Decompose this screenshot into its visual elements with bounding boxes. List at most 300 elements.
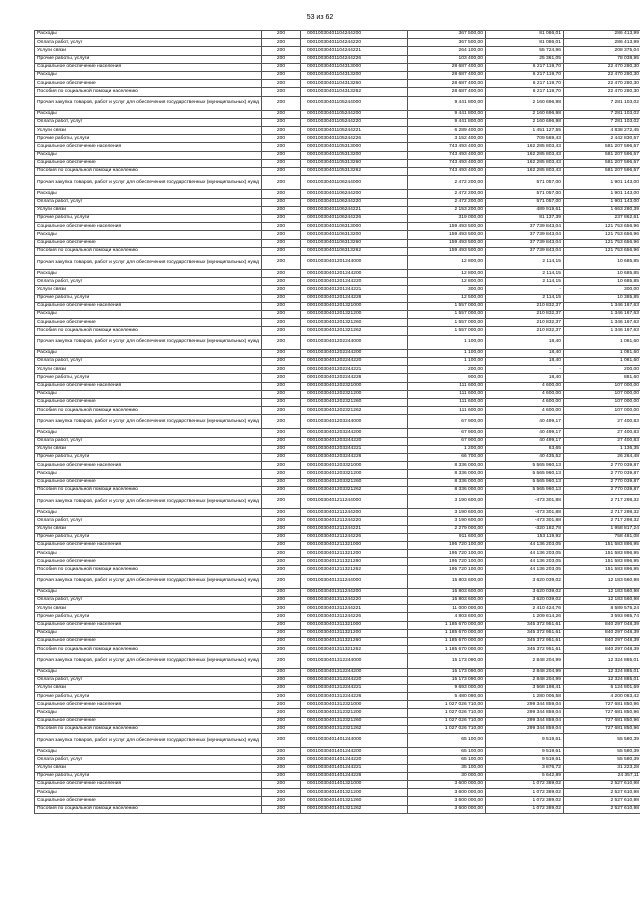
row-unexecuted-amount: 2 770 039,87 (564, 486, 640, 494)
row-approved-amount: 9 441 800,00 (408, 110, 486, 118)
row-line-code: 200 (262, 327, 301, 335)
row-name: Прочие работы, услуги (35, 55, 262, 63)
row-name: Услуги связи (35, 206, 262, 214)
table-row (35, 398, 640, 406)
row-line-code: 200 (262, 780, 301, 788)
table-row (35, 597, 640, 605)
row-approved-amount: 111 600,00 (408, 390, 486, 398)
row-line-code: 200 (262, 588, 301, 596)
row-name: Прочая закупка товаров, работ и услуг для обеспечения государственных (муниципальных) нужд (35, 255, 262, 269)
row-budget-code: 00010030401311244200 (301, 588, 408, 596)
row-approved-amount: 111 600,00 (408, 407, 486, 415)
row-approved-amount: 1 027 026 710,00 (408, 725, 486, 733)
row-executed-amount: 162 285 803,43 (486, 151, 564, 159)
row-approved-amount: 1 100,00 (408, 349, 486, 357)
row-executed-amount: 37 739 843,04 (486, 231, 564, 239)
row-unexecuted-amount: 581 207 596,57 (564, 159, 640, 167)
table-row (35, 517, 640, 525)
row-executed-amount: 81 086,01 (486, 31, 564, 39)
row-budget-code: 00010030401312321000 (301, 701, 408, 709)
row-name: Услуги связи (35, 684, 262, 692)
row-executed-amount: 4 600,00 (486, 390, 564, 398)
table-row (35, 239, 640, 247)
row-executed-amount: 1 072 389,02 (486, 780, 564, 788)
row-name: Социальное обеспечение населения (35, 462, 262, 470)
row-line-code: 200 (262, 701, 301, 709)
row-name: Социальное обеспечение населения (35, 63, 262, 71)
row-executed-amount: 81 086,01 (486, 39, 564, 47)
row-line-code: 200 (262, 357, 301, 365)
row-unexecuted-amount: 727 681 850,96 (564, 725, 640, 733)
table-row (35, 693, 640, 701)
row-line-code: 200 (262, 797, 301, 805)
row-approved-amount: 65 100,00 (408, 748, 486, 756)
row-line-code: 200 (262, 693, 301, 701)
row-approved-amount: 1 557 000,00 (408, 311, 486, 319)
row-approved-amount: 9 693 000,00 (408, 684, 486, 692)
row-executed-amount: 9 519,61 (486, 756, 564, 764)
row-line-code: 200 (262, 311, 301, 319)
row-executed-amount: 44 136 203,05 (486, 541, 564, 549)
row-executed-amount: 299 344 859,04 (486, 725, 564, 733)
table-row (35, 780, 640, 788)
row-approved-amount: 8 336 000,00 (408, 462, 486, 470)
row-name: Расходы (35, 588, 262, 596)
table-row (35, 255, 640, 269)
table-row (35, 772, 640, 780)
row-budget-code: 00010030401203321262 (301, 486, 408, 494)
table-row (35, 118, 640, 126)
table-row (35, 574, 640, 588)
row-executed-amount: 1 209 614,26 (486, 613, 564, 621)
row-budget-code: 00010030401203321000 (301, 462, 408, 470)
row-executed-amount: 44 136 203,05 (486, 550, 564, 558)
row-executed-amount: 5 642,89 (486, 772, 564, 780)
table-row (35, 302, 640, 310)
row-line-code: 200 (262, 294, 301, 302)
row-budget-code: 00010030401202321262 (301, 407, 408, 415)
row-budget-code: 00010030401104313260 (301, 80, 408, 88)
row-line-code: 200 (262, 31, 301, 39)
row-unexecuted-amount: 22 470 280,30 (564, 71, 640, 79)
table-row (35, 470, 640, 478)
row-budget-code: 00010030401211244221 (301, 525, 408, 533)
row-line-code: 200 (262, 319, 301, 327)
row-approved-amount: 3 190 600,00 (408, 494, 486, 508)
row-budget-code: 00010030401401244221 (301, 764, 408, 772)
row-unexecuted-amount: 7 281 103,02 (564, 96, 640, 110)
row-budget-code: 00010030401202244220 (301, 357, 408, 365)
table-row (35, 231, 640, 239)
row-unexecuted-amount: 1 901 143,00 (564, 190, 640, 198)
row-budget-code: 00010030401201321260 (301, 319, 408, 327)
table-row (35, 270, 640, 278)
table-row (35, 709, 640, 717)
row-unexecuted-amount: 286 413,99 (564, 31, 640, 39)
table-row (35, 327, 640, 335)
row-budget-code: 00010030401312244200 (301, 668, 408, 676)
row-unexecuted-amount: 286 413,99 (564, 39, 640, 47)
row-line-code: 200 (262, 80, 301, 88)
row-approved-amount: 28 687 400,00 (408, 88, 486, 96)
row-unexecuted-amount: 151 583 896,95 (564, 541, 640, 549)
row-approved-amount: 15 803 600,00 (408, 588, 486, 596)
row-budget-code: 00010030401106313262 (301, 247, 408, 255)
row-name: Прочие работы, услуги (35, 135, 262, 143)
row-line-code: 200 (262, 494, 301, 508)
row-approved-amount: 35 100,00 (408, 764, 486, 772)
row-unexecuted-amount: 107 000,00 (564, 407, 640, 415)
row-budget-code: 00010030401106313200 (301, 231, 408, 239)
row-approved-amount: 8 336 000,00 (408, 478, 486, 486)
row-approved-amount: 1 027 026 710,00 (408, 709, 486, 717)
row-line-code: 200 (262, 629, 301, 637)
row-executed-amount: 210 832,37 (486, 302, 564, 310)
row-unexecuted-amount: 1 081,60 (564, 349, 640, 357)
row-budget-code: 00010030401202244221 (301, 366, 408, 374)
row-name: Услуги связи (35, 366, 262, 374)
row-executed-amount: -473 301,88 (486, 517, 564, 525)
row-unexecuted-amount: 4 838 272,45 (564, 127, 640, 135)
row-budget-code: 00010030401401244220 (301, 756, 408, 764)
row-name: Социальное обеспечение (35, 398, 262, 406)
row-budget-code: 00010030401312244221 (301, 684, 408, 692)
row-approved-amount: 8 336 000,00 (408, 470, 486, 478)
row-approved-amount: 159 493 500,00 (408, 247, 486, 255)
table-row (35, 247, 640, 255)
row-approved-amount: 111 600,00 (408, 398, 486, 406)
row-approved-amount: 1 200,00 (408, 445, 486, 453)
table-row (35, 629, 640, 637)
row-approved-amount: 5 480 090,00 (408, 693, 486, 701)
row-budget-code: 00010030401106244200 (301, 190, 408, 198)
row-name: Пособия по социальной помощи населению (35, 247, 262, 255)
row-unexecuted-amount: 1 901 143,00 (564, 198, 640, 206)
row-executed-amount: 2 114,15 (486, 270, 564, 278)
row-budget-code: 00010030401311244221 (301, 605, 408, 613)
row-name: Прочие работы, услуги (35, 693, 262, 701)
row-line-code: 200 (262, 407, 301, 415)
row-name: Прочая закупка товаров, работ и услуг для обеспечения государственных (муниципальных) нужд (35, 494, 262, 508)
row-executed-amount: 2 848 204,99 (486, 668, 564, 676)
row-executed-amount: 2 114,15 (486, 278, 564, 286)
row-approved-amount: 3 600 000,00 (408, 797, 486, 805)
table-row (35, 701, 640, 709)
row-executed-amount: 6 217 119,70 (486, 88, 564, 96)
row-executed-amount: 345 372 951,61 (486, 646, 564, 654)
row-approved-amount: 1 027 026 710,00 (408, 717, 486, 725)
row-executed-amount: 2 410 424,76 (486, 605, 564, 613)
row-name: Оплата работ, услуг (35, 756, 262, 764)
row-executed-amount: 2 160 696,98 (486, 96, 564, 110)
row-executed-amount: 3 876,72 (486, 764, 564, 772)
row-budget-code: 00010030401312321260 (301, 717, 408, 725)
row-budget-code: 00010030401106244221 (301, 206, 408, 214)
row-line-code: 200 (262, 135, 301, 143)
row-approved-amount: 743 493 400,00 (408, 151, 486, 159)
row-name: Расходы (35, 31, 262, 39)
row-approved-amount: 3 600 000,00 (408, 780, 486, 788)
row-approved-amount: 111 600,00 (408, 382, 486, 390)
table-row (35, 407, 640, 415)
row-line-code: 200 (262, 214, 301, 222)
row-name: Прочие работы, услуги (35, 772, 262, 780)
row-line-code: 200 (262, 151, 301, 159)
row-name: Оплата работ, услуг (35, 198, 262, 206)
row-unexecuted-amount: 581 207 596,57 (564, 151, 640, 159)
row-line-code: 200 (262, 302, 301, 310)
table-row (35, 223, 640, 231)
row-line-code: 200 (262, 398, 301, 406)
row-unexecuted-amount: 12 324 885,01 (564, 676, 640, 684)
row-unexecuted-amount: 1 346 167,63 (564, 302, 640, 310)
row-executed-amount: 55 724,96 (486, 47, 564, 55)
row-budget-code: 00010030401312321200 (301, 709, 408, 717)
row-line-code: 200 (262, 143, 301, 151)
table-row (35, 668, 640, 676)
row-approved-amount: 28 687 400,00 (408, 71, 486, 79)
row-approved-amount: 11 000 000,00 (408, 605, 486, 613)
row-budget-code: 00010030401202244000 (301, 335, 408, 349)
row-line-code: 200 (262, 772, 301, 780)
row-name: Расходы (35, 110, 262, 118)
row-name: Расходы (35, 509, 262, 517)
row-approved-amount: 159 493 500,00 (408, 239, 486, 247)
table-row (35, 71, 640, 79)
row-line-code: 200 (262, 96, 301, 110)
row-executed-amount: 63,65 (486, 445, 564, 453)
table-row (35, 445, 640, 453)
row-executed-amount: - (486, 366, 564, 374)
page-number: 53 из 62 (306, 14, 334, 21)
row-unexecuted-amount: 2 442 830,57 (564, 135, 640, 143)
row-unexecuted-amount: 55 580,39 (564, 748, 640, 756)
row-line-code: 200 (262, 445, 301, 453)
table-row (35, 88, 640, 96)
row-unexecuted-amount: 2 717 298,32 (564, 509, 640, 517)
row-approved-amount: 9 441 800,00 (408, 118, 486, 126)
table-row (35, 286, 640, 294)
row-executed-amount: 571 057,00 (486, 176, 564, 190)
row-line-code: 200 (262, 597, 301, 605)
row-line-code: 200 (262, 550, 301, 558)
row-name: Оплата работ, услуг (35, 517, 262, 525)
row-line-code: 200 (262, 789, 301, 797)
table-row (35, 748, 640, 756)
row-executed-amount: 4 600,00 (486, 398, 564, 406)
row-approved-amount: 103 400,00 (408, 55, 486, 63)
row-name: Прочие работы, услуги (35, 613, 262, 621)
row-line-code: 200 (262, 517, 301, 525)
row-approved-amount: 2 472 200,00 (408, 198, 486, 206)
row-unexecuted-amount: 121 753 656,96 (564, 247, 640, 255)
row-name: Расходы (35, 709, 262, 717)
row-executed-amount: 37 739 843,04 (486, 223, 564, 231)
row-unexecuted-amount: 1 346 167,63 (564, 311, 640, 319)
row-budget-code: 00010030401211244200 (301, 509, 408, 517)
row-executed-amount: 18,40 (486, 349, 564, 357)
row-approved-amount: 12 800,00 (408, 278, 486, 286)
row-approved-amount: 12 800,00 (408, 255, 486, 269)
row-approved-amount: 15 173 090,00 (408, 676, 486, 684)
row-unexecuted-amount: 727 681 850,96 (564, 717, 640, 725)
row-unexecuted-amount: 151 583 896,95 (564, 550, 640, 558)
row-name: Услуги связи (35, 286, 262, 294)
row-unexecuted-amount: 1 663 280,39 (564, 206, 640, 214)
table-row (35, 797, 640, 805)
row-line-code: 200 (262, 805, 301, 813)
row-line-code: 200 (262, 668, 301, 676)
row-executed-amount: 153 119,92 (486, 533, 564, 541)
row-budget-code: 00010030401104244200 (301, 31, 408, 39)
row-budget-code: 00010030401106244220 (301, 198, 408, 206)
row-unexecuted-amount: 107 000,00 (564, 390, 640, 398)
row-unexecuted-amount: 7 281 103,02 (564, 118, 640, 126)
row-approved-amount: 195 720 100,00 (408, 541, 486, 549)
row-name: Расходы (35, 311, 262, 319)
row-budget-code: 00010030401311244226 (301, 613, 408, 621)
row-approved-amount: 65 100,00 (408, 756, 486, 764)
row-executed-amount: 162 285 803,43 (486, 168, 564, 176)
row-approved-amount: 12 800,00 (408, 270, 486, 278)
row-name: Расходы (35, 151, 262, 159)
table-row (35, 319, 640, 327)
row-approved-amount: 195 720 100,00 (408, 558, 486, 566)
row-unexecuted-amount: 10 685,85 (564, 255, 640, 269)
row-budget-code: 00010030401202244200 (301, 349, 408, 357)
row-budget-code: 00010030401105313200 (301, 151, 408, 159)
row-approved-amount: 743 493 400,00 (408, 159, 486, 167)
table-row (35, 533, 640, 541)
row-executed-amount: 4 600,00 (486, 407, 564, 415)
row-name: Расходы (35, 231, 262, 239)
row-name: Пособия по социальной помощи населению (35, 566, 262, 574)
row-unexecuted-amount: 121 753 656,96 (564, 223, 640, 231)
table-row (35, 80, 640, 88)
row-budget-code: 00010030401203244220 (301, 437, 408, 445)
row-executed-amount: -320 182,78 (486, 525, 564, 533)
row-executed-amount: 1 280 006,58 (486, 693, 564, 701)
row-approved-amount: 1 185 670 000,00 (408, 637, 486, 645)
row-approved-amount: 8 336 000,00 (408, 486, 486, 494)
row-executed-amount: 18,40 (486, 335, 564, 349)
row-name: Прочие работы, услуги (35, 454, 262, 462)
row-executed-amount: 6 217 119,70 (486, 71, 564, 79)
row-unexecuted-amount: 200,00 (564, 366, 640, 374)
row-unexecuted-amount: 727 681 850,96 (564, 701, 640, 709)
row-line-code: 200 (262, 231, 301, 239)
row-line-code: 200 (262, 734, 301, 748)
row-budget-code: 00010030401401244000 (301, 734, 408, 748)
row-name: Прочие работы, услуги (35, 533, 262, 541)
row-name: Социальное обеспечение (35, 159, 262, 167)
row-name: Пособия по социальной помощи населению (35, 725, 262, 733)
row-line-code: 200 (262, 454, 301, 462)
row-unexecuted-amount: 10 385,85 (564, 294, 640, 302)
row-budget-code: 00010030401312321262 (301, 725, 408, 733)
row-approved-amount: 2 472 200,00 (408, 176, 486, 190)
table-row (35, 676, 640, 684)
row-name: Расходы (35, 629, 262, 637)
row-approved-amount: 1 557 000,00 (408, 302, 486, 310)
row-executed-amount: 3 620 039,02 (486, 574, 564, 588)
row-approved-amount: 1 185 670 000,00 (408, 629, 486, 637)
row-unexecuted-amount: 26 264,48 (564, 454, 640, 462)
row-name: Оплата работ, услуг (35, 39, 262, 47)
row-name: Оплата работ, услуг (35, 676, 262, 684)
row-name: Прочая закупка товаров, работ и услуг для обеспечения государственных (муниципальных) нужд (35, 734, 262, 748)
row-approved-amount: 67 900,00 (408, 429, 486, 437)
row-unexecuted-amount: 27 400,83 (564, 415, 640, 429)
row-approved-amount: 319 000,00 (408, 214, 486, 222)
row-executed-amount: 210 832,37 (486, 311, 564, 319)
row-budget-code: 00010030401202321000 (301, 382, 408, 390)
table-row (35, 31, 640, 39)
table-row (35, 135, 640, 143)
table-row (35, 725, 640, 733)
row-executed-amount: 18,40 (486, 357, 564, 365)
row-unexecuted-amount: 107 000,00 (564, 382, 640, 390)
row-line-code: 200 (262, 247, 301, 255)
table-row (35, 415, 640, 429)
row-executed-amount: 345 372 951,61 (486, 621, 564, 629)
row-budget-code: 00010030401105244200 (301, 110, 408, 118)
row-budget-code: 00010030401211321262 (301, 566, 408, 574)
row-budget-code: 00010030401201244221 (301, 286, 408, 294)
table-row (35, 646, 640, 654)
row-executed-amount: 37 739 843,04 (486, 239, 564, 247)
row-name: Пособия по социальной помощи населению (35, 88, 262, 96)
row-budget-code: 00010030401203321200 (301, 470, 408, 478)
table-row (35, 756, 640, 764)
row-name: Пособия по социальной помощи населению (35, 486, 262, 494)
row-budget-code: 00010030401311321260 (301, 637, 408, 645)
row-line-code: 200 (262, 470, 301, 478)
table-row (35, 621, 640, 629)
row-unexecuted-amount: 2 770 039,87 (564, 462, 640, 470)
row-unexecuted-amount: 581 207 596,57 (564, 168, 640, 176)
row-unexecuted-amount: 55 580,39 (564, 756, 640, 764)
row-budget-code: 00010030401104313000 (301, 63, 408, 71)
row-executed-amount: 1 072 389,02 (486, 789, 564, 797)
row-budget-code: 00010030401203244000 (301, 415, 408, 429)
row-name: Прочая закупка товаров, работ и услуг для обеспечения государственных (муниципальных) нужд (35, 176, 262, 190)
table-row (35, 63, 640, 71)
row-name: Социальное обеспечение (35, 319, 262, 327)
row-line-code: 200 (262, 255, 301, 269)
table-row (35, 494, 640, 508)
row-name: Услуги связи (35, 127, 262, 135)
row-executed-amount: 2 114,15 (486, 255, 564, 269)
table-row (35, 168, 640, 176)
table-row (35, 734, 640, 748)
row-approved-amount: 264 100,00 (408, 47, 486, 55)
row-name: Расходы (35, 390, 262, 398)
row-approved-amount: 911 600,00 (408, 533, 486, 541)
row-name: Социальное обеспечение населения (35, 382, 262, 390)
row-unexecuted-amount: 4 200 083,42 (564, 693, 640, 701)
row-executed-amount: 1 072 389,02 (486, 797, 564, 805)
row-executed-amount: 25 361,05 (486, 55, 564, 63)
row-budget-code: 00010030401105313262 (301, 168, 408, 176)
budget-execution-table (34, 30, 640, 814)
row-budget-code: 00010030401401321262 (301, 805, 408, 813)
row-line-code: 200 (262, 176, 301, 190)
row-budget-code: 00010030401211321260 (301, 558, 408, 566)
row-line-code: 200 (262, 239, 301, 247)
row-unexecuted-amount: 2 527 610,98 (564, 805, 640, 813)
row-line-code: 200 (262, 574, 301, 588)
